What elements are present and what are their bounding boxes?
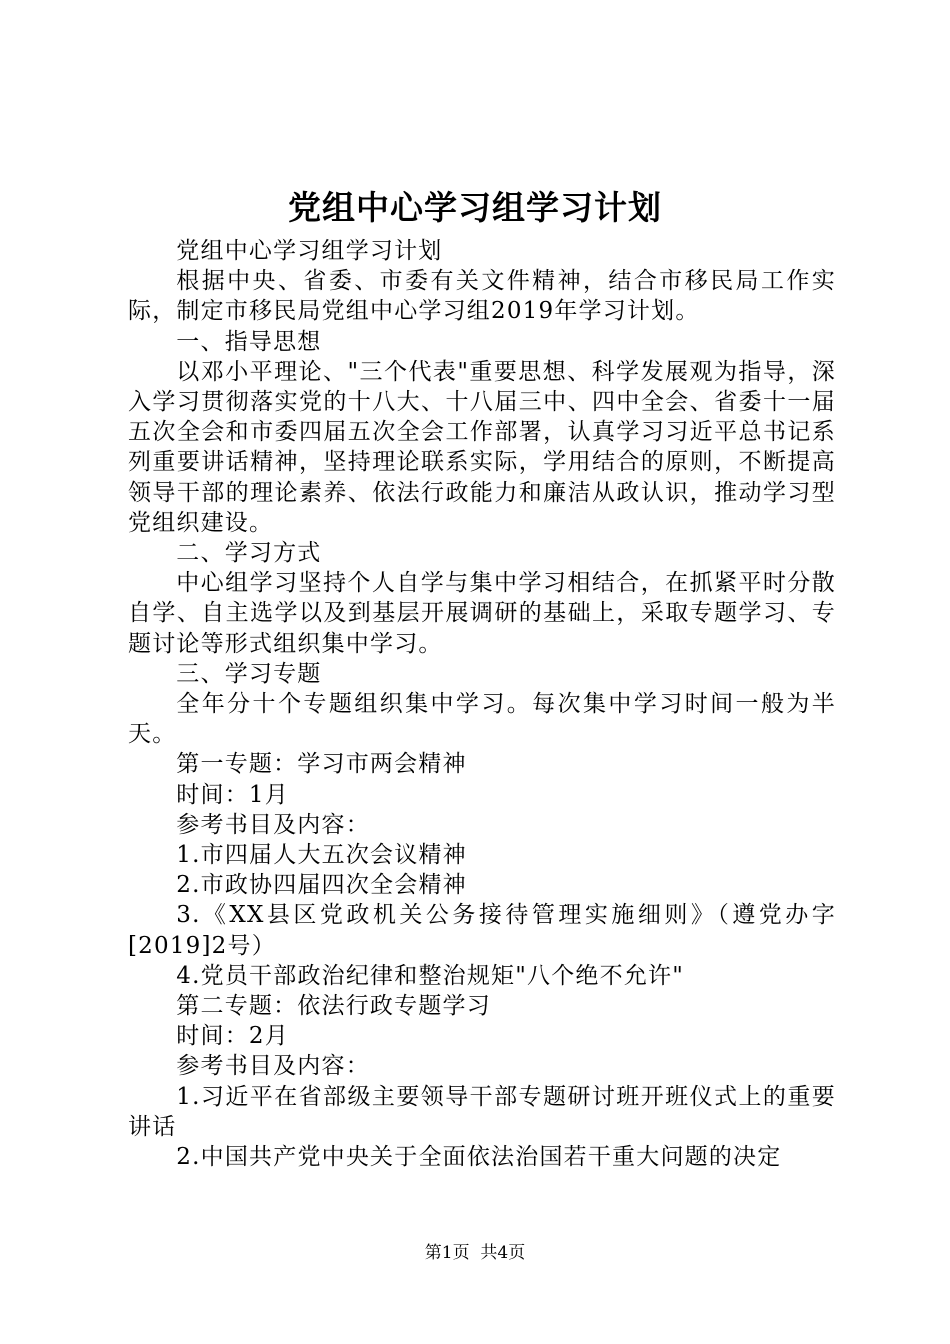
section-heading: 一、指导思想: [176, 328, 322, 355]
list-item: 4.党员干部政治纪律和整治规矩"八个绝不允许": [176, 962, 684, 989]
page-total: 共4页: [480, 1243, 526, 1263]
paragraph: 全年分十个专题组织集中学习。每次集中学习时间一般为半天。: [128, 691, 836, 748]
page-footer: [0, 1241, 950, 1265]
page-number: 第1页: [424, 1243, 470, 1263]
paragraph: 中心组学习坚持个人自学与集中学习相结合，在抓紧平时分散自学、自主选学以及到基层开展调研的基础上，采取专题学习、专题讨论等形式组织集中学习。: [128, 570, 836, 657]
list-item: 3.《XX县区党政机关公务接待管理实施细则》（遵党办字[2019]2号）: [128, 902, 836, 959]
section-heading: 三、学习专题: [176, 660, 322, 687]
topic-heading: 第二专题：依法行政专题学习: [176, 993, 491, 1020]
paragraph: 根据中央、省委、市委有关文件精神，结合市移民局工作实际，制定市移民局党组中心学习组2019年学习计划。: [128, 268, 836, 325]
reading-list-label: 参考书目及内容：: [176, 1053, 370, 1080]
list-item: 1.市四届人大五次会议精神: [176, 842, 467, 869]
section-heading: 二、学习方式: [176, 540, 322, 567]
reading-list-label: 参考书目及内容：: [176, 811, 370, 838]
topic-time: 时间：2月: [176, 1023, 289, 1050]
list-item: 1.习近平在省部级主要领导干部专题研讨班开班仪式上的重要讲话: [128, 1083, 836, 1140]
paragraph: 党组中心学习组学习计划: [176, 238, 443, 264]
paragraph: 以邓小平理论、"三个代表"重要思想、科学发展观为指导，深入学习贯彻落实党的十八大、十八届三中、四中全会、省委十一届五次全会和市委四届五次全会工作部署，认真学习习近平总书记系列重要讲话精神，坚持理论联系实际，学用结合的原则，不断提高领导干部的理论素养、依法行政能力和廉洁从政认识，推动学习型党组织建设。: [128, 358, 836, 536]
document-title: 党组中心学习组学习计划: [288, 188, 662, 227]
list-item: 2.市政协四届四次全会精神: [176, 872, 467, 899]
list-item: 2.中国共产党中央关于全面依法治国若干重大问题的决定: [176, 1144, 782, 1171]
topic-time: 时间：1月: [176, 781, 289, 808]
document-body: [128, 236, 836, 1172]
topic-heading: 第一专题：学习市两会精神: [176, 751, 467, 778]
